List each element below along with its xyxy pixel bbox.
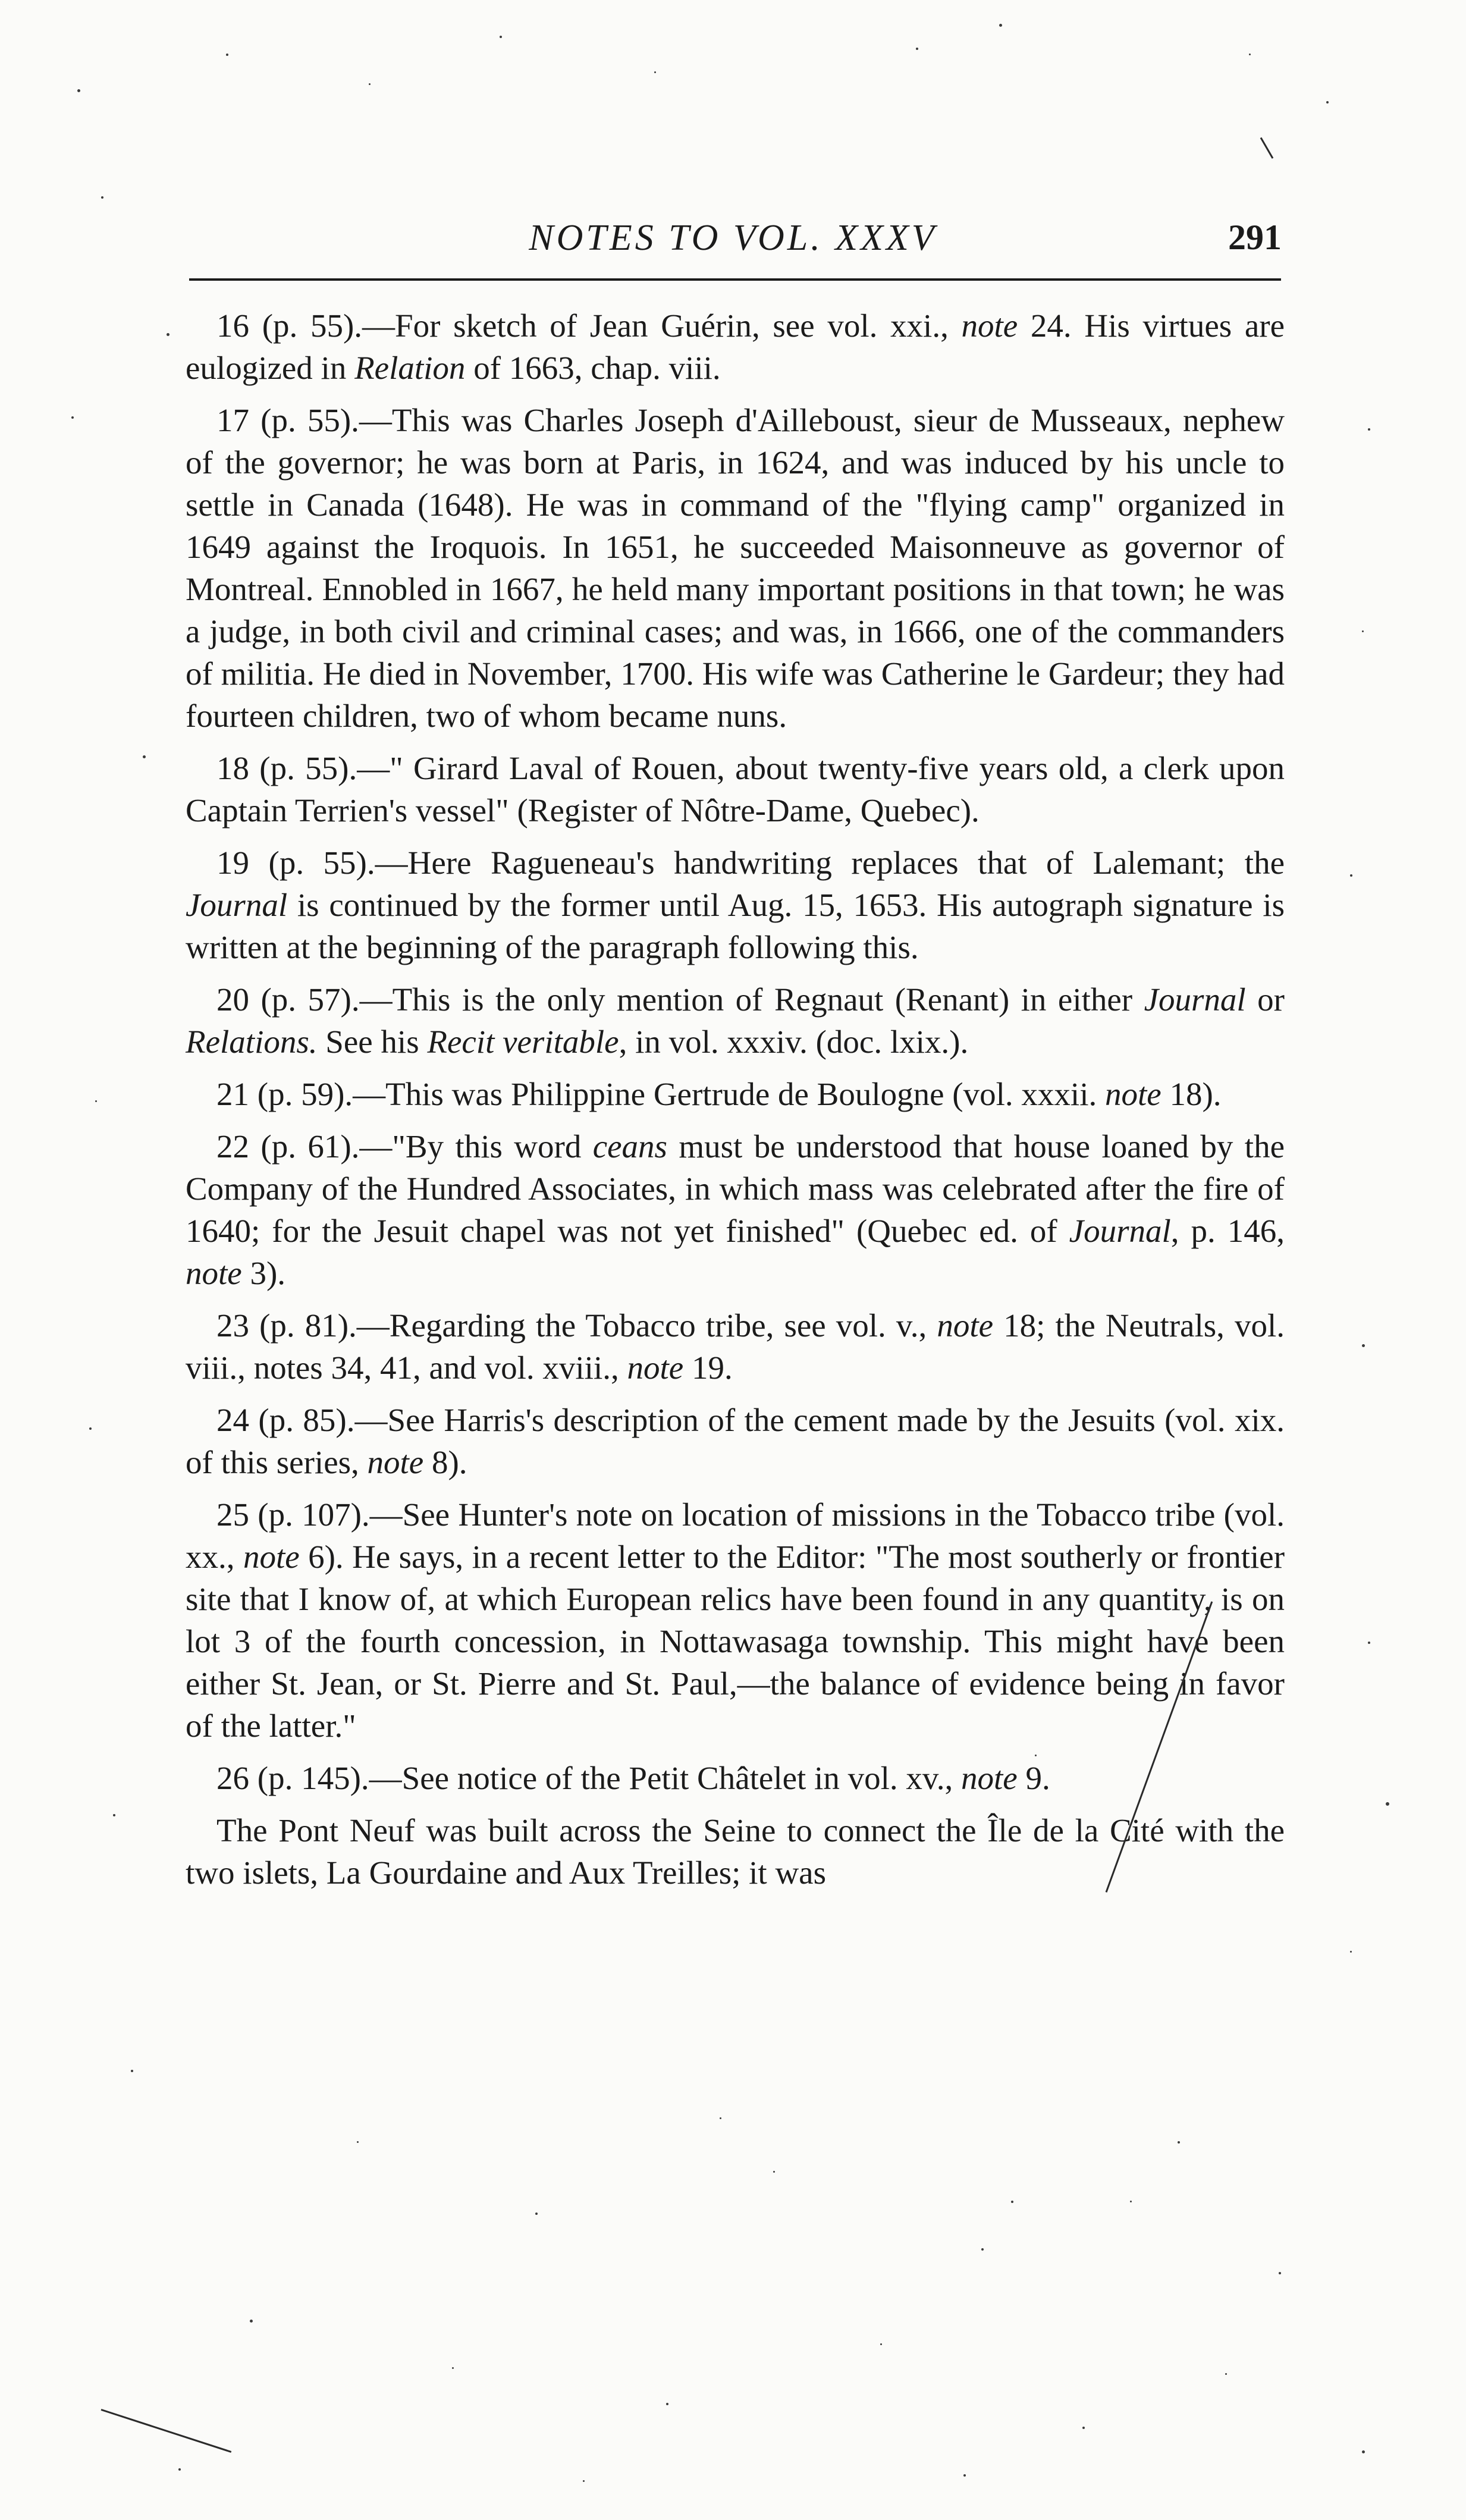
note-italic-text: Relations.: [186, 1024, 318, 1060]
speck: [167, 333, 169, 336]
note-text: 16 (p. 55).—For sketch of Jean Guérin, see vol. xxi.,: [216, 307, 962, 344]
stray-mark: [101, 2409, 232, 2453]
note-25: [186, 1493, 1285, 1747]
speck: [963, 2474, 966, 2477]
speck: [654, 71, 656, 73]
note-text: 6). He says, in a recent letter to the Editor: "The most southerly or frontier site that I know of, at which European relics have been found in any quantity, is on lot 3 of the fourth concession, in Nottawasaga township. This might have been either St. Jean, or St. Pierre and St. Paul,—the balance of evidence being in favor of the latter.": [186, 1539, 1285, 1744]
speck: [1350, 874, 1352, 877]
speck: [666, 2403, 668, 2405]
note-22: [186, 1125, 1285, 1294]
note-text: 8).: [423, 1444, 467, 1480]
speck: [981, 2248, 984, 2251]
speck: [113, 1814, 115, 1816]
note-italic-text: Journal: [186, 887, 288, 923]
note-text: of 1663, chap. viii.: [465, 350, 721, 386]
note-italic-text: Journal: [1069, 1213, 1171, 1249]
note-text: 22 (p. 61).—"By this word: [216, 1128, 593, 1165]
speck: [880, 2343, 882, 2345]
note-text: 9.: [1017, 1760, 1050, 1796]
speck: [250, 2320, 253, 2323]
note-text: 18 (p. 55).—" Girard Laval of Rouen, about twenty-five years old, a clerk upon Captain Terrien's vessel" (Register of Nôtre-Dame, Quebec).: [186, 750, 1285, 829]
speck: [916, 48, 918, 50]
speck: [535, 2213, 538, 2215]
note-italic-text: Recit veritable: [427, 1024, 619, 1060]
speck: [1368, 1642, 1370, 1644]
speck: [369, 83, 371, 85]
speck: [131, 2070, 133, 2072]
note-text: 18).: [1161, 1076, 1222, 1112]
speck: [720, 2117, 721, 2119]
running-header: [184, 217, 1282, 271]
running-title: NOTES TO VOL. XXXV: [529, 218, 937, 258]
header-rule: [189, 278, 1281, 281]
note-text: , p. 146,: [1170, 1213, 1285, 1249]
note-italic-text: note: [937, 1307, 994, 1344]
speck: [452, 2367, 454, 2369]
note-italic-text: note: [243, 1539, 300, 1575]
speck: [1362, 1344, 1365, 1347]
speck: [1082, 2427, 1085, 2429]
note-21: [186, 1073, 1285, 1115]
speck: [71, 416, 74, 419]
speck: [1386, 1802, 1389, 1806]
note-24: [186, 1399, 1285, 1483]
note-text: 3).: [241, 1255, 286, 1291]
note-text: 25 (p. 107).—See Hunter's note on location of missions in the Tobacco tribe (vol. xx.,: [186, 1496, 1285, 1575]
note-text: 23 (p. 81).—Regarding the Tobacco tribe, see vol. v.,: [216, 1307, 937, 1344]
speck: [89, 1427, 92, 1430]
note-text: 21 (p. 59).—This was Philippine Gertrude de Boulogne (vol. xxxii.: [216, 1076, 1105, 1112]
speck: [500, 36, 502, 38]
speck: [1249, 54, 1251, 55]
note-20: [186, 978, 1285, 1063]
speck: [583, 2480, 585, 2482]
speck: [77, 89, 80, 92]
note-text: 24 (p. 85).—See Harris's description of the cement made by the Jesuits (vol. xix. of this series,: [186, 1402, 1285, 1480]
speck: [1368, 428, 1370, 431]
note-16: [186, 305, 1285, 389]
speck: [357, 2141, 359, 2143]
speck: [178, 2468, 181, 2471]
notes-body: [186, 305, 1285, 1904]
note-text: 19 (p. 55).—Here Ragueneau's handwriting replaces that of Lalemant; the: [216, 845, 1285, 881]
speck: [1178, 2141, 1180, 2144]
note-text: 26 (p. 145).—See notice of the Petit Châtelet in vol. xv.,: [216, 1760, 962, 1796]
note-text: 19.: [683, 1350, 733, 1386]
note-text: , in vol. xxxiv. (doc. lxix.).: [619, 1024, 969, 1060]
note-italic-text: Relation: [354, 350, 466, 386]
speck: [1011, 2201, 1013, 2203]
speck: [1279, 2272, 1281, 2274]
note-italic-text: note: [186, 1255, 242, 1291]
speck: [95, 1100, 97, 1102]
note-text: must be understood that house loaned by the Company of the Hundred Associates, in which mass was celebrated after the fire of 1640; for the Jesuit chapel was not yet finished" (Quebec ed. of: [186, 1128, 1285, 1249]
note-text: See his: [317, 1024, 428, 1060]
note-17: [186, 399, 1285, 737]
note-26: [186, 1757, 1285, 1799]
note-italic-text: note: [627, 1350, 684, 1386]
note-text: 18; the Neutrals, vol. viii., notes 34, 41, and vol. xviii.,: [186, 1307, 1285, 1386]
speck: [1362, 2450, 1365, 2453]
page-number: 291: [1228, 218, 1282, 257]
note-italic-text: note: [961, 307, 1018, 344]
note-23: [186, 1304, 1285, 1389]
note-text: 20 (p. 57).—This is the only mention of Regnaut (Renant) in either: [216, 981, 1144, 1018]
speck: [1362, 630, 1364, 632]
speck: [101, 196, 103, 199]
note-italic-text: note: [961, 1760, 1018, 1796]
note-italic-text: ceans: [592, 1128, 667, 1165]
note-text: is continued by the former until Aug. 15, 1653. His autograph signature is written at the beginning of the paragraph following this.: [186, 887, 1285, 965]
speck: [773, 2171, 775, 2173]
note-text: 17 (p. 55).—This was Charles Joseph d'Ailleboust, sieur de Musseaux, nephew of the governor; he was born at Paris, in 1624, and was induced by his uncle to settle in Canada (1648). He was in command of the "flying camp" organized in 1649 against the Iroquois. In 1651, he succeeded Maisonneuve as governor of Montreal. Ennobled in 1667, he held many important positions in that town; he was a judge, in both civil and criminal cases; and was, in 1666, one of the commanders of militia. He died in November, 1700. His wife was Catherine le Gardeur; they had fourteen children, two of whom became nuns.: [186, 402, 1285, 734]
note-text: The Pont Neuf was built across the Seine to connect the Île de la Cité with the two islets, La Gourdaine and Aux Treilles; it was: [186, 1812, 1285, 1891]
note-italic-text: Journal: [1144, 981, 1246, 1018]
speck: [226, 54, 228, 56]
note-text: or: [1245, 981, 1285, 1018]
speck: [1225, 2373, 1227, 2375]
speck: [143, 755, 146, 758]
speck: [1130, 2201, 1132, 2202]
note-18: [186, 747, 1285, 831]
speck: [1326, 101, 1329, 103]
note-text: 24. His virtues are eulogized in: [186, 307, 1285, 386]
note-italic-text: note: [367, 1444, 424, 1480]
stray-mark: [1260, 137, 1274, 159]
speck: [1350, 1951, 1352, 1953]
speck: [1035, 1755, 1037, 1756]
speck: [999, 24, 1002, 27]
note-19: [186, 842, 1285, 968]
note-italic-text: note: [1104, 1076, 1162, 1112]
